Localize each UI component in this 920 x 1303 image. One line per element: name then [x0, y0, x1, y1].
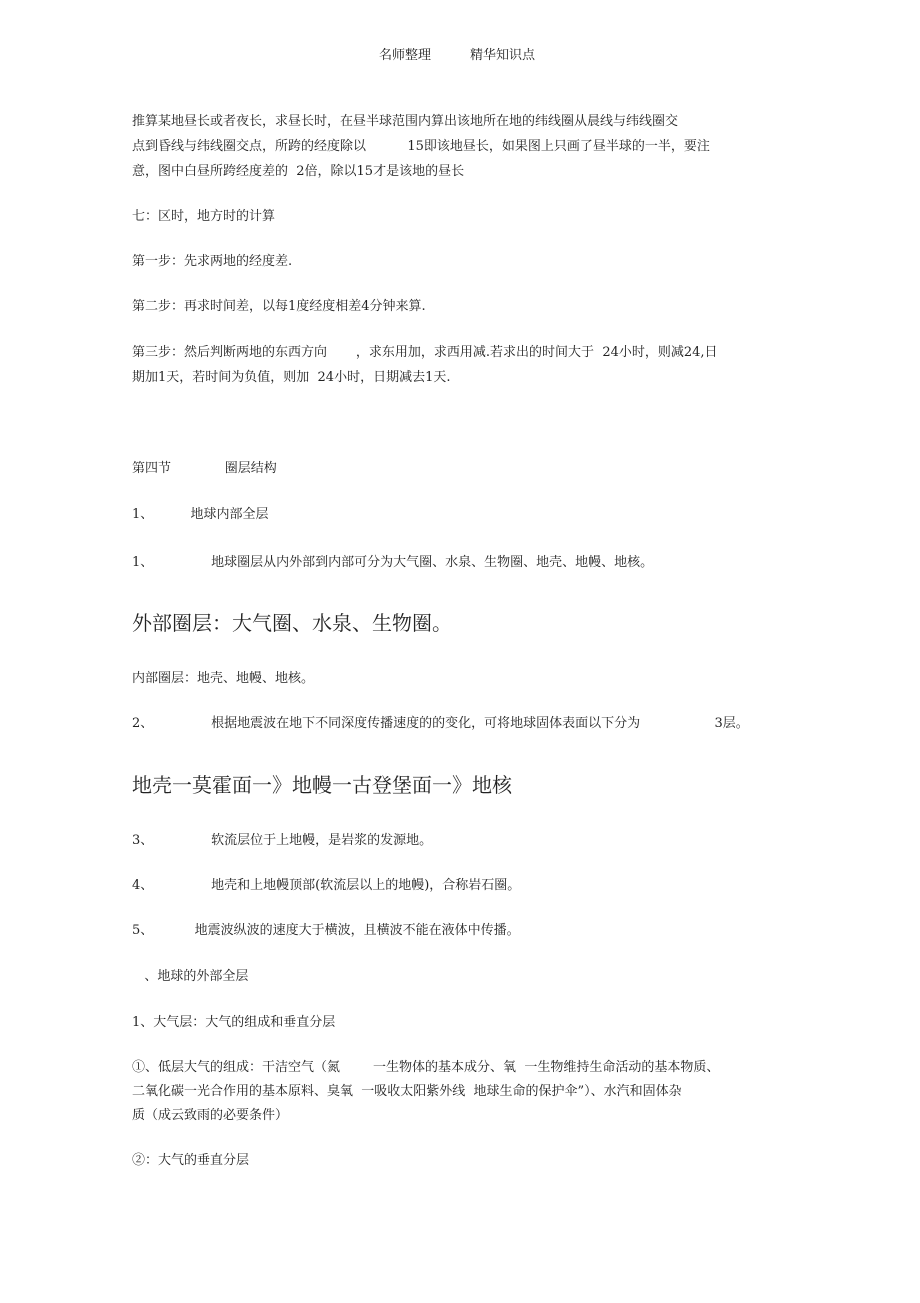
item-4: 4、 地壳和上地幔顶部(软流层以上的地幔)，合称岩石圈。: [132, 878, 521, 893]
composition-line-2: 二氧化碳一光合作用的基本原料、臭氧 一吸收太阳紫外线 地球生命的保护伞”）、水汽和固体杂: [132, 1084, 682, 1099]
item-1: 1、 地球圈层从内外部到内部可分为大气圈、水泉、生物圈、地壳、地幔、地核。: [132, 555, 654, 570]
section-4-title: 第四节 圈层结构: [132, 461, 277, 476]
para-line-3: 意，图中白昼所跨经度差的 2倍，除以15才是该地的昼长: [132, 164, 465, 179]
subsection-1: 1、 地球内部全层: [132, 507, 269, 522]
section-7-title: 七：区时，地方时的计算: [132, 209, 276, 224]
step-3-line-2: 期加1天，若时间为负值，则加 24小时，日期减去1天.: [132, 370, 451, 385]
para-line-1: 推算某地昼长或者夜长，求昼长时，在昼半球范围内算出该地所在地的纬线圈从晨线与纬线圈交: [132, 114, 679, 129]
vertical-layers: ②：大气的垂直分层: [132, 1153, 250, 1168]
composition-line-3: 质（成云致雨的必要条件）: [132, 1108, 289, 1123]
layer-chain: 地壳一莫霍面一》地幔一古登堡面一》地核: [132, 773, 512, 797]
step-3-line-1: 第三步：然后判断两地的东西方向 ，求东用加，求西用减.若求出的时间大于 24小时，则减24,日: [132, 345, 718, 360]
atmosphere-heading: 1、大气层：大气的组成和垂直分层: [132, 1015, 336, 1030]
header-right: 精华知识点: [470, 48, 536, 63]
para-line-2: 点到昏线与纬线圈交点，所跨的经度除以 15即该地昼长，如果图上只画了昼半球的一半，要注: [132, 139, 710, 154]
step-2: 第二步：再求时间差，以每1度经度相差4分钟来算.: [132, 299, 426, 314]
outer-layers: 外部圈层：大气圈、水泉、生物圈。: [132, 611, 452, 635]
step-1: 第一步：先求两地的经度差.: [132, 254, 293, 269]
subsection-2: 、地球的外部全层: [132, 969, 249, 984]
item-2: 2、 根据地震波在地下不同深度传播速度的的变化，可将地球固体表面以下分为 3层。: [132, 716, 749, 731]
item-3: 3、 软流层位于上地幔，是岩浆的发源地。: [132, 833, 433, 848]
header-left: 名师整理: [379, 48, 432, 63]
item-5: 5、 地震波纵波的速度大于横波，且横波不能在液体中传播。: [132, 923, 520, 938]
inner-layers: 内部圈层：地壳、地幔、地核。: [132, 671, 315, 686]
composition-line-1: ①、低层大气的组成：干洁空气（氮 一生物体的基本成分、氧 一生物维持生命活动的基本物质、: [132, 1060, 720, 1075]
